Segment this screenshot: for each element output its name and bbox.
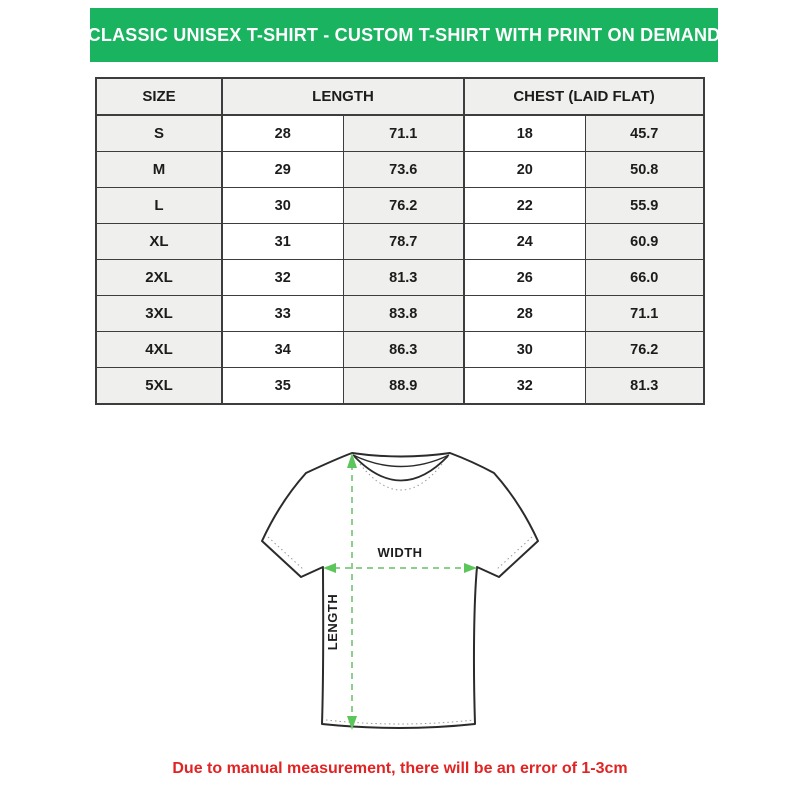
chest-inches-cell: 32 xyxy=(464,368,585,405)
chest-inches-cell: 24 xyxy=(464,224,585,260)
size-row xyxy=(96,188,704,224)
title-banner xyxy=(87,8,721,62)
width-label: WIDTH xyxy=(377,545,423,560)
size-row xyxy=(96,224,704,260)
size-cell: S xyxy=(96,115,222,152)
size-row xyxy=(96,152,704,188)
size-chart-body xyxy=(96,115,704,404)
length-inches-cell: 33 xyxy=(222,296,343,332)
size-cell: XL xyxy=(96,224,222,260)
chest-cm-cell: 66.0 xyxy=(585,260,704,296)
chest-column-header: CHEST (LAID FLAT) xyxy=(464,78,704,115)
length-cm-cell: 83.8 xyxy=(343,296,464,332)
size-column-header: SIZE xyxy=(96,78,222,115)
length-cm-cell: 86.3 xyxy=(343,332,464,368)
chest-cm-cell: 81.3 xyxy=(585,368,704,405)
length-inches-cell: 35 xyxy=(222,368,343,405)
chest-inches-cell: 18 xyxy=(464,115,585,152)
size-cell: 3XL xyxy=(96,296,222,332)
chest-cm-cell: 71.1 xyxy=(585,296,704,332)
length-inches-cell: 29 xyxy=(222,152,343,188)
tshirt-measurement-diagram xyxy=(240,440,560,760)
length-cm-cell: 76.2 xyxy=(343,188,464,224)
chest-inches-cell: 20 xyxy=(464,152,585,188)
length-cm-cell: 73.6 xyxy=(343,152,464,188)
chest-inches-cell: 28 xyxy=(464,296,585,332)
length-label: LENGTH xyxy=(325,593,340,651)
size-cell: 2XL xyxy=(96,260,222,296)
size-cell: 4XL xyxy=(96,332,222,368)
length-inches-cell: 34 xyxy=(222,332,343,368)
header-row xyxy=(96,78,704,115)
chest-cm-cell: 50.8 xyxy=(585,152,704,188)
size-row xyxy=(96,115,704,152)
length-inches-cell: 28 xyxy=(222,115,343,152)
chest-cm-cell: 45.7 xyxy=(585,115,704,152)
chest-inches-cell: 22 xyxy=(464,188,585,224)
chest-cm-cell: 60.9 xyxy=(585,224,704,260)
size-cell: 5XL xyxy=(96,368,222,405)
size-row xyxy=(96,368,704,405)
chest-inches-cell: 26 xyxy=(464,260,585,296)
size-cell: L xyxy=(96,188,222,224)
size-cell: M xyxy=(96,152,222,188)
size-row xyxy=(96,332,704,368)
page-title: CLASSIC UNISEX T-SHIRT - CUSTOM T-SHIRT WITH PRINT ON DEMAND xyxy=(87,24,721,45)
size-chart-table xyxy=(95,77,705,405)
size-row xyxy=(96,260,704,296)
tshirt-outline xyxy=(262,453,538,728)
length-cm-cell: 88.9 xyxy=(343,368,464,405)
length-inches-cell: 31 xyxy=(222,224,343,260)
tshirt-drawing xyxy=(240,440,560,760)
size-row xyxy=(96,296,704,332)
length-column-header: LENGTH xyxy=(222,78,464,115)
chest-inches-cell: 30 xyxy=(464,332,585,368)
length-cm-cell: 78.7 xyxy=(343,224,464,260)
chest-cm-cell: 55.9 xyxy=(585,188,704,224)
length-inches-cell: 32 xyxy=(222,260,343,296)
measurement-note: Due to manual measurement, there will be an error of 1-3cm xyxy=(172,760,628,777)
length-cm-cell: 81.3 xyxy=(343,260,464,296)
length-inches-cell: 30 xyxy=(222,188,343,224)
length-cm-cell: 71.1 xyxy=(343,115,464,152)
chest-cm-cell: 76.2 xyxy=(585,332,704,368)
